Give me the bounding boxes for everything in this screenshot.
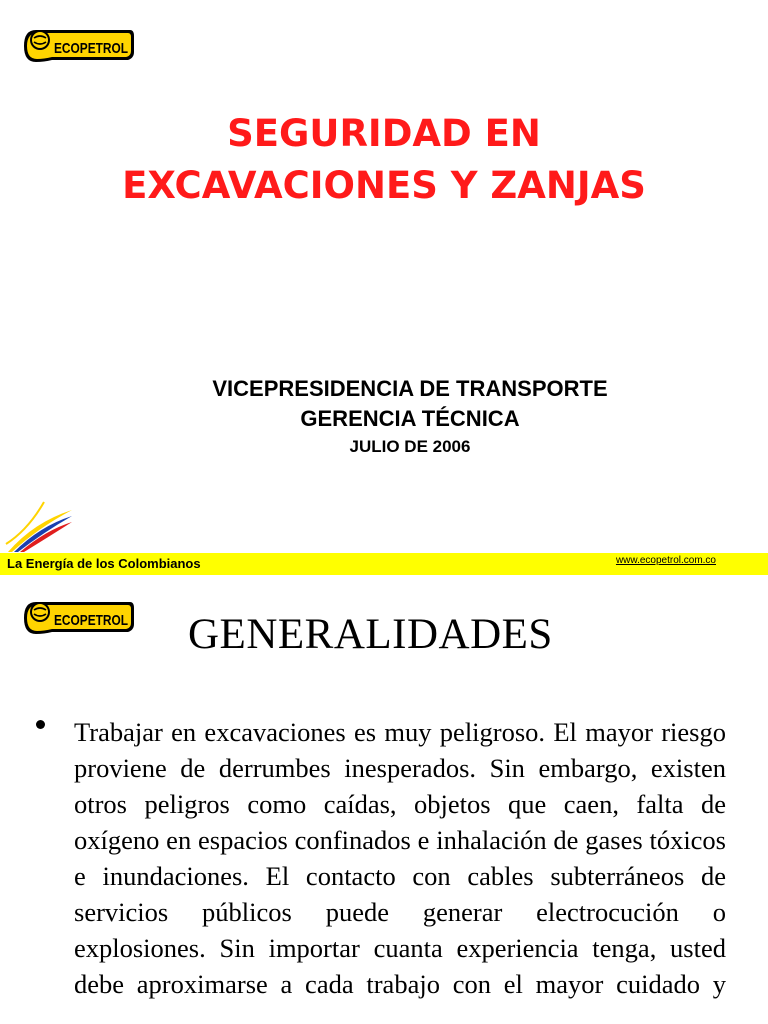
footer-bar: [0, 553, 768, 575]
subtitle-management: GERENCIA TÉCNICA: [300, 406, 520, 431]
slide-title: [0, 108, 768, 212]
subtitle-date: JULIO DE 2006: [349, 437, 471, 456]
subtitle-department: VICEPRESIDENCIA DE TRANSPORTE: [212, 376, 608, 401]
ecopetrol-logo: [22, 598, 136, 638]
slide-heading: GENERALIDADES: [188, 611, 553, 658]
content-slide: [0, 584, 768, 1024]
footer-url-link[interactable]: www.ecopetrol.com.co: [615, 555, 716, 566]
bullet-item: [36, 714, 726, 1002]
flag-swoosh-icon: [4, 500, 74, 554]
bullet-text: Trabajar en excavaciones es muy peligroso. El mayor riesgo proviene de derrumbes inesperados. Sin embargo, existen otros peligros como caídas, objetos que caen, falta de oxígeno en espacios confinados e inhalación de gases tóxicos e inundaciones. El contacto con cables subterráneos de servicios públicos puede generar electrocución o explosiones. Sin importar cuanta experiencia tenga, usted debe aproximarse a cada trabajo con el mayor cuidado y: [74, 717, 726, 999]
slide-subtitle: [0, 374, 768, 460]
title-line-1: SEGURIDAD EN: [227, 112, 541, 155]
logo-text: ECOPETROL: [54, 40, 128, 57]
footer-slogan: La Energía de los Colombianos: [7, 556, 201, 571]
title-line-2: EXCAVACIONES Y ZANJAS: [122, 164, 646, 207]
logo-text: ECOPETROL: [54, 612, 128, 629]
bullet-icon: [36, 720, 45, 729]
ecopetrol-logo: [22, 26, 136, 66]
